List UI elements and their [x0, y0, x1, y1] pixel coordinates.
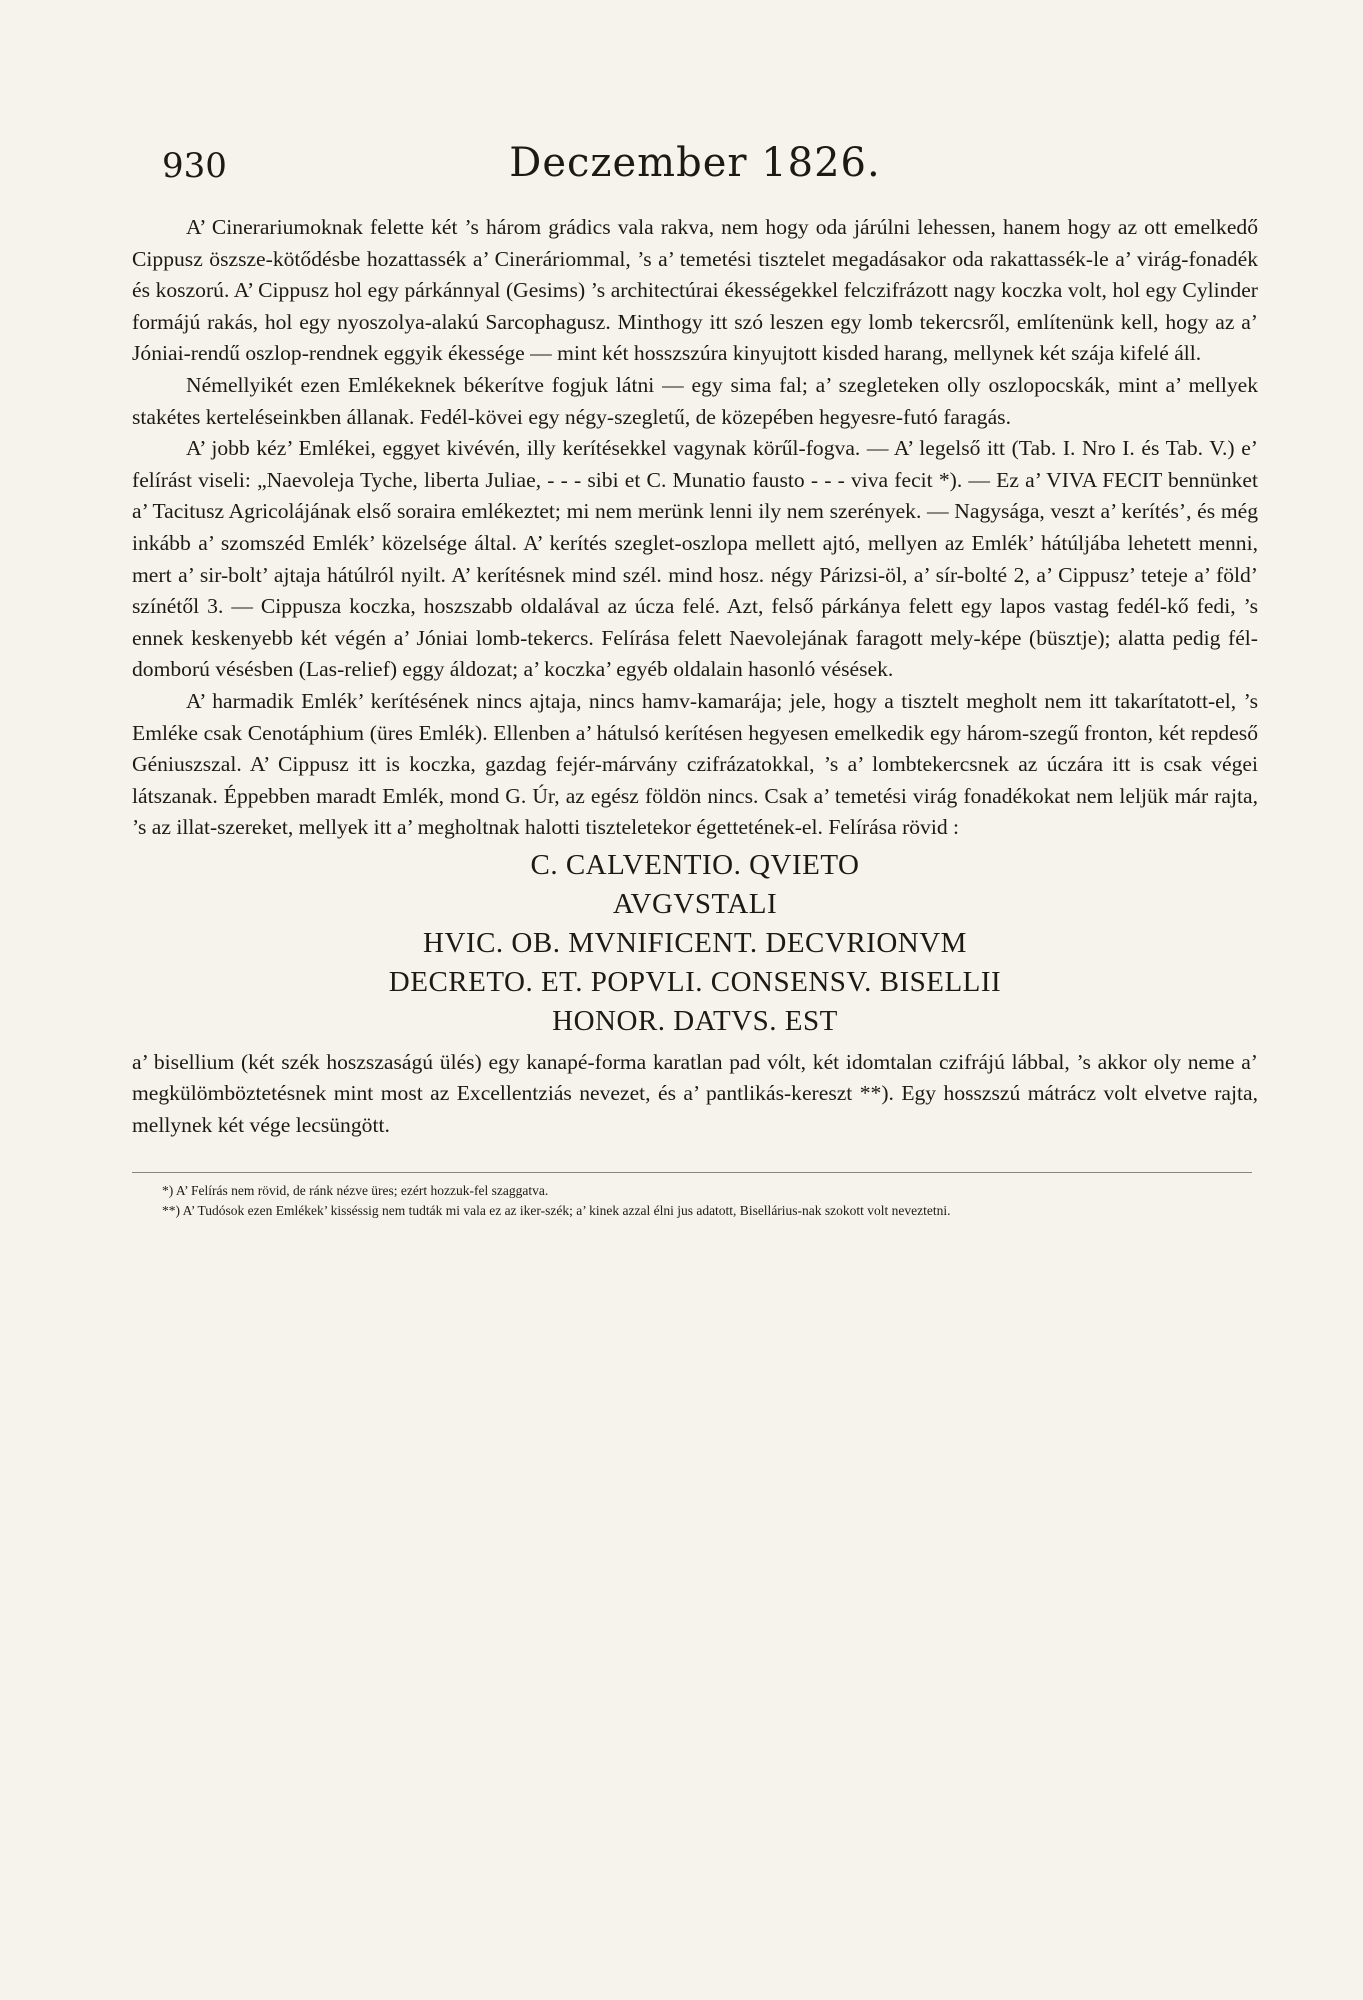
paragraph: A’ harmadik Emlék’ kerítésének nincs ajtaja, nincs hamv-kamarája; jele, hogy a tisztelt megholt nem itt takarítatott-el, ’s Emléke csak Cenotáphium (üres Emlék). Ellenben a’ hátulsó kerítésen hegyesen emelkedik egy három-szegű fronton, két repdeső Géniuszszal. A’ Cippusz itt is koczka, gazdag fejér-márvány czifrázatokkal, ’s a’ lombtekercsnek az úczára itt is csak végei látszanak. Éppebben maradt Emlék, mond G. Úr, az egész földön nincs. Csak a’ temetési virág fonadékokat nem leljük már rajta, ’s az illat-szereket, mellyek itt a’ megholtnak halotti tiszteletekor égettetének-el. Felírása rövid : [132, 688, 1258, 840]
inscription-line: DECRETO. ET. POPVLI. CONSENSV. BISELLII [388, 965, 1002, 998]
body-text [132, 212, 1258, 1142]
paragraph: Némellyikét ezen Emlékeknek békerítve fogjuk látni — egy sima fal; a’ szegleteken olly oszlopocskák, mint a’ mellyek stakétes kerteléseinkben állanak. Fedél-kövei egy négy-szegletű, de közepében hegyesre-futó faragás. [132, 372, 1258, 429]
page-number: 930 [162, 146, 227, 186]
inscription-line: HVIC. OB. MVNIFICENT. DECVRIONVM [423, 926, 967, 959]
latin-inscription [132, 846, 1258, 1041]
inscription-line: HONOR. DATVS. EST [552, 1004, 838, 1037]
paragraph: A’ Cinerariumoknak felette két ’s három grádics vala rakva, nem hogy oda járúlni lehessen, hanem hogy az ott emelkedő Cippusz öszsze-kötődésbe hozattassék a’ Cineráriommal, ’s a’ temetési tisztelet megadásakor oda rakattassék-le a’ virág-fonadék és koszorú. A’ Cippusz hol egy párkánnyal (Gesims) ’s architectúrai ékességekkel felczifrázott nagy koczka volt, hol egy Cylinder formájú rakás, hol egy nyoszolya-alakú Sarcophagusz. Minthogy itt szó leszen egy lomb tekercsről, említenünk kell, hogy az a’ Jóniai-rendű oszlop-rendnek eggyik ékessége — mint két hosszszúra kinyujtott kisded harang, mellynek két szája kifelé áll. [132, 215, 1258, 366]
footnote: **) A’ Tudósok ezen Emlékek’ kisséssig nem tudták mi vala ez az iker-szék; a’ kinek azzal élni jus adatott, Bisellárius-nak szokott volt neveztetni. [162, 1202, 951, 1218]
closing-paragraph: a’ bisellium (két szék hoszszaságú ülés) egy kanapé-forma karatlan pad vólt, két idomtalan czifrájú lábbal, ’s akkor oly neme a’ megkülömböztetésnek mint most az Excellentziás nevezet, és a’ pantlikás-kereszt **). Egy hosszszú mátrácz volt elvetve rajta, mellynek két vége lecsüngött. [132, 1049, 1258, 1138]
running-title: Deczember 1826. [509, 140, 881, 186]
footnotes [132, 1181, 1258, 1221]
paragraph: A’ jobb kéz’ Emlékei, eggyet kivévén, illy kerítésekkel vagynak körűl-fogva. — A’ legelső itt (Tab. I. Nro I. és Tab. V.) e’ felírást viseli: „Naevoleja Tyche, liberta Juliae, - - - sibi et C. Munatio fausto - - - viva fecit *). — Ez a’ VIVA FECIT bennünket a’ Tacitusz Agricolájának első soraira emlékeztet; mi nem merünk lenni ily nem szerények. — Nagysága, veszt a’ kerítés’, és még inkább a’ szomszéd Emlék’ közelsége által. A’ kerítés szeglet-oszlopa mellett ajtó, mellyen az Emlék’ hátúljába lehetett menni, mert a’ sir-bolt’ ajtaja hátúlról nyilt. A’ kerítésnek mind szél. mind hosz. négy Párizsi-öl, a’ sír-bolté 2, a’ Cippusz’ teteje a’ föld’ színétől 3. — Cippusza koczka, hoszszabb oldalával az úcza felé. Azt, felső párkánya felett egy lapos vastag fedél-kő fedi, ’s ennek keskenyebb két végén a’ Jóniai lomb-tekercs. Felírása felett Naevolejának faragott mely-képe (büsztje); alatta pedig fél-domború vésésben (Las-relief) eggy áldozat; a’ koczka’ egyéb oldalain hasonló vésések. [132, 436, 1258, 682]
inscription-line: C. CALVENTIO. QVIETO [530, 848, 860, 881]
inscription-line: AVGVSTALI [612, 887, 778, 920]
footnote-rule [132, 1172, 1252, 1173]
footnote: *) A’ Felírás nem rövid, de ránk nézve üres; ezért hozzuk-fel szaggatva. [162, 1182, 549, 1198]
page-header [132, 140, 1258, 190]
